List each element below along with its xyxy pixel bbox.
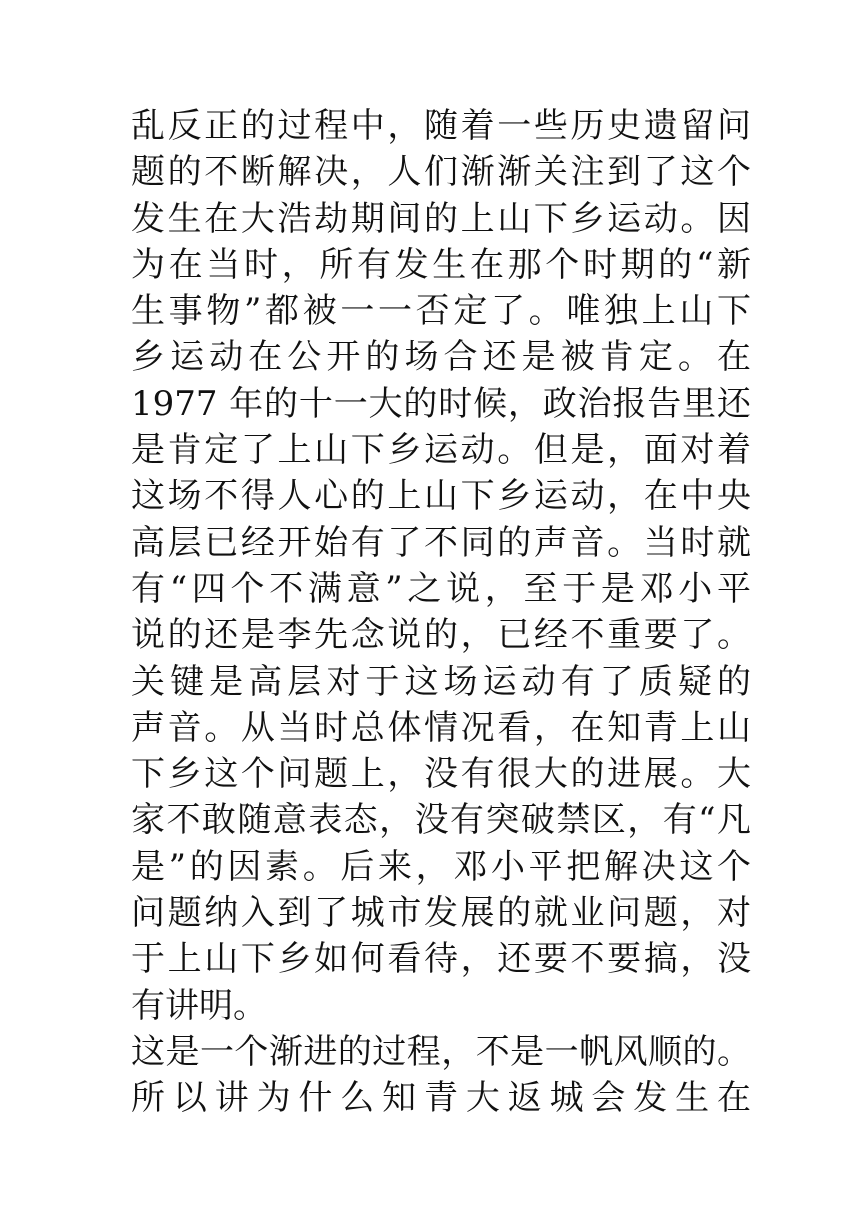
text-line: 高层已经开始有了不同的声音。当时就 (131, 522, 751, 563)
text-line: 为在当时，所有发生在那个时期的“新 (131, 244, 751, 285)
text-line: 乱反正的过程中，随着一些历史遗留问 (131, 106, 751, 146)
body-text (131, 103, 751, 1122)
text-line: 所以讲为什么知青大返城会发生在 (131, 1078, 751, 1119)
text-line: 这是一个渐进的过程，不是一帆风顺的。 (131, 1031, 751, 1072)
text-line: 下乡这个问题上，没有很大的进展。大 (131, 754, 751, 795)
text-line: 家不敢随意表态，没有突破禁区，有“凡 (131, 800, 751, 841)
text-line: 生事物”都被一一否定了。唯独上山下 (131, 291, 751, 332)
text-line: 是”的因素。后来，邓小平把解决这个 (131, 846, 751, 887)
text-line: 题的不断解决，人们渐渐关注到了这个 (131, 152, 751, 193)
text-line: 说的还是李先念说的，已经不重要了。 (131, 615, 751, 656)
text-line: 发生在大浩劫期间的上山下乡运动。因 (131, 198, 751, 239)
text-line: 声音。从当时总体情况看，在知青上山 (131, 707, 751, 748)
text-line: 有讲明。 (131, 985, 267, 1026)
text-line: 1977 年的十一大的时候，政治报告里还 (131, 383, 751, 424)
text-line: 有“四个不满意”之说，至于是邓小平 (131, 568, 751, 609)
text-line: 于上山下乡如何看待，还要不要搞，没 (131, 939, 751, 980)
text-line: 乡运动在公开的场合还是被肯定。在 (131, 337, 751, 378)
text-line: 这场不得人心的上山下乡运动，在中央 (131, 476, 751, 517)
text-line: 关键是高层对于这场运动有了质疑的 (131, 661, 751, 702)
text-line: 问题纳入到了城市发展的就业问题，对 (131, 893, 751, 934)
text-line: 是肯定了上山下乡运动。但是，面对着 (131, 430, 751, 471)
